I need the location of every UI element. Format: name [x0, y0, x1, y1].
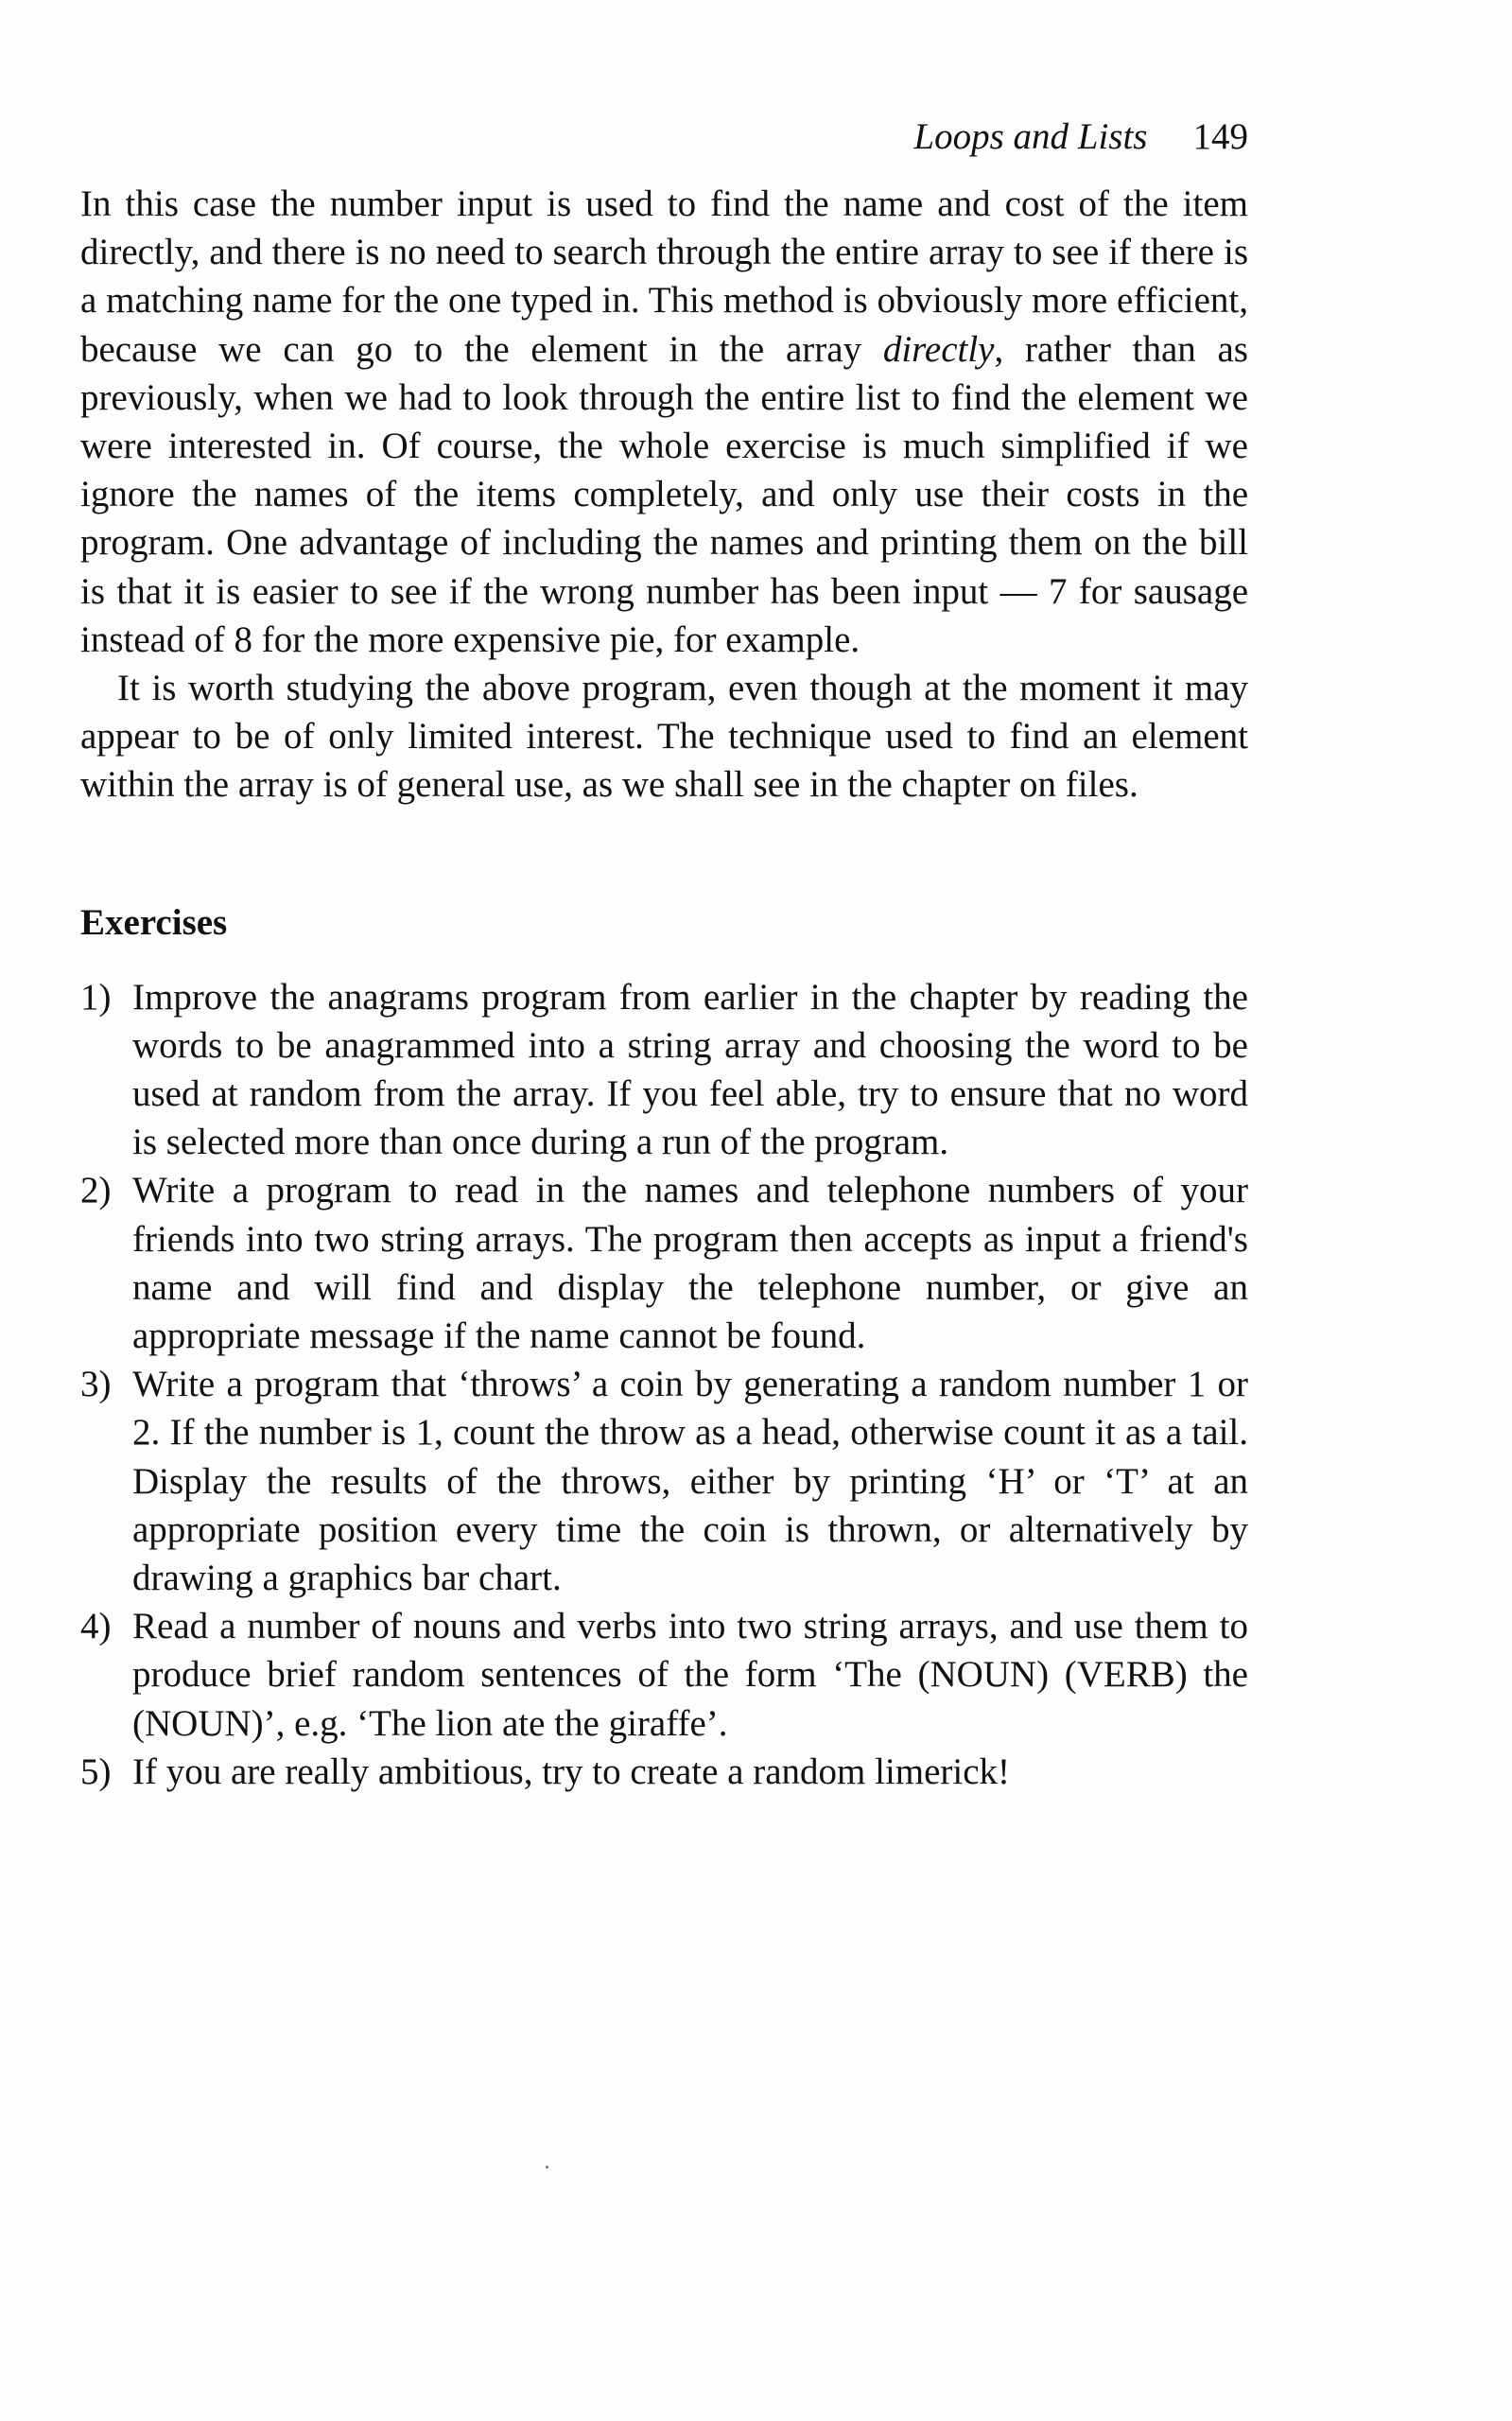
- exercise-text: If you are really ambitious, try to create a random limerick!: [132, 1750, 1011, 1792]
- paragraph-1-text-a: In this case the number input is used to find the name and cost of the item directly, and there is no need to search through the entire array to see if there is a matching name for the one typed in. This method is obviously more efficient, because we can go to the element in the array: [80, 183, 1248, 370]
- body-paragraph-2: It is worth studying the above program, even though at the moment it may appear to be of only limited interest. The technique used to find an element within the array is of general use, as we shall see in the chapter on files.: [80, 668, 1248, 806]
- exercise-text: Improve the anagrams program from earlier in the chapter by reading the words to be anagrammed into a string array and choosing the word to be used at random from the array. If you feel able, try to ensure that no word is selected more than once during a run of the program.: [132, 976, 1248, 1163]
- exercise-number: 4): [80, 1606, 112, 1647]
- exercises-heading: Exercises: [80, 901, 228, 943]
- exercise-number: 3): [80, 1364, 112, 1405]
- exercise-number: 1): [80, 976, 112, 1018]
- exercise-text: Read a number of nouns and verbs into two string arrays, and use them to produce brief random sentences of the form ‘The (NOUN) (VERB) the (NOUN)’, e.g. ‘The lion ate the giraffe’.: [132, 1606, 1248, 1744]
- running-head-title: Loops and Lists: [913, 116, 1148, 157]
- page-number: 149: [1192, 116, 1248, 157]
- exercise-item: [80, 1360, 1248, 1602]
- running-head: [80, 113, 1248, 161]
- exercise-text: Write a program to read in the names and telephone numbers of your friends into two string arrays. The program then accepts as input a friend's name and will find and display the telephone number, or give an appropriate message if the name cannot be found.: [132, 1170, 1248, 1357]
- exercise-list: [80, 973, 1248, 1796]
- exercise-item: [80, 973, 1248, 1167]
- exercise-item: [80, 1748, 1248, 1796]
- exercise-item: [80, 1602, 1248, 1748]
- exercise-number: 5): [80, 1750, 112, 1792]
- exercise-item: [80, 1166, 1248, 1360]
- body-paragraph-1: [80, 180, 1248, 664]
- exercise-number: 2): [80, 1170, 112, 1211]
- print-speck: [546, 2166, 548, 2168]
- book-page: [80, 113, 1248, 1796]
- paragraph-1-text-b: , rather than as previously, when we had to look through the entire list to find the element we were interested in. Of course, the whole exercise is much simplified if we ignore the names of the items completely, and only use their costs in the program. One advantage of including the names and printing them on the bill is that it is easier to see if the wrong number has been input — 7 for sausage instead of 8 for the more expensive pie, for example.: [80, 328, 1248, 660]
- paragraph-1-emphasis: directly: [882, 328, 995, 370]
- exercise-text: Write a program that ‘throws’ a coin by generating a random number 1 or 2. If the number is 1, count the throw as a head, otherwise count it as a tail. Display the results of the throws, either by printing ‘H’ or ‘T’ at an appropriate position every time the coin is thrown, or alternatively by drawing a graphics bar chart.: [132, 1364, 1248, 1599]
